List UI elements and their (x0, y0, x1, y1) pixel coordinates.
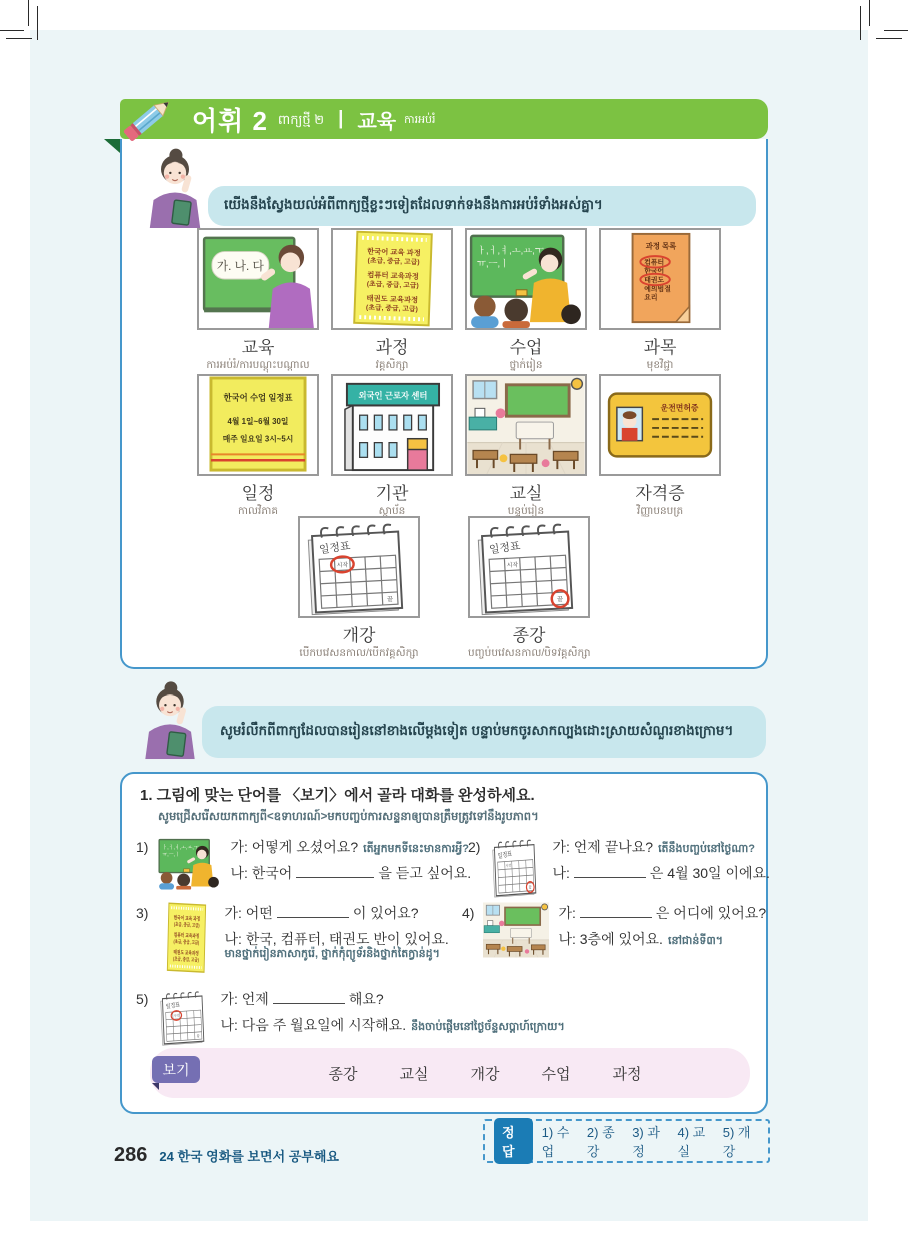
classroom-illustration (465, 374, 587, 476)
answer-blank[interactable] (296, 864, 374, 878)
dialogue-line-b: 나: 다음 주 월요일에 시작해요. នឹងចាប់ផ្ដើមនៅថ្ងៃច័ន្ទសប្ដាហ៍ក្រោយ។ (220, 1017, 565, 1034)
dialogue-khmer: មានថ្នាក់រៀនភាសាកូរ៉េ, ថ្នាក់កុំព្យូទ័រនិងថ្នាក់តៃក្វាន់ដូ។ (224, 948, 440, 961)
crop-mark (860, 6, 861, 40)
dialogue-khmer: តើអ្នកមកទីនេះមានការអ្វី? (363, 843, 469, 855)
dialogue-khmer: នឹងចាប់ផ្ដើមនៅថ្ងៃច័ន្ទសប្ដាហ៍ក្រោយ។ (411, 1021, 565, 1034)
answer-blank[interactable] (273, 990, 345, 1004)
crop-mark (884, 30, 908, 31)
vocab-card-gwamok (599, 228, 721, 374)
page-number: 286 (114, 1144, 148, 1166)
vocab-card-gyoyuk (197, 228, 319, 374)
dialogue-line-a: 가: 은 어디에 있어요? (558, 905, 767, 921)
vocab-row (197, 228, 721, 374)
vocab-term-ko: 과목 (643, 338, 677, 357)
chalkboard-teacher-illustration (197, 228, 319, 330)
vocab-term-ko: 자격증 (635, 484, 685, 503)
vocab-term-km: បញ្ចប់បវេសនកាល/បិទវគ្គសិក្សា (468, 647, 591, 659)
vocab-card-iljeong (197, 374, 319, 520)
answer-key-badge: 정답 (494, 1118, 533, 1164)
section-topic-khmer: ការអប់រំ (404, 114, 436, 126)
question-number: 1) (136, 839, 149, 855)
schedule-poster-illustration (197, 374, 319, 476)
section-title-khmer: ពាក្យថ្មី ២ (277, 111, 325, 127)
answer-key-item: 4) 교실 (677, 1125, 706, 1159)
vocab-term-km: បើកបវេសនកាល/បើកវគ្គសិក្សា (299, 647, 419, 659)
vocab-term-ko: 수업 (509, 338, 543, 357)
teacher-avatar (138, 674, 202, 762)
vocab-term-km: កាលវិភាគ (238, 505, 278, 517)
section-header-banner (120, 99, 768, 139)
pencil-icon (118, 85, 182, 149)
vocab-term-km: វគ្គសិក្សា (375, 359, 409, 371)
vocab-row (120, 516, 768, 662)
intro-speech-text: យើងនឹងស្វែងយល់អំពីពាក្យថ្មីខ្លះៗទៀតដែលទាក់ទងនឹងការអប់រំទាំងអស់គ្នា។ (224, 197, 603, 212)
crop-mark (869, 0, 870, 26)
header-divider: | (338, 108, 344, 129)
vocab-term-ko: 일정 (241, 484, 275, 503)
vocab-term-ko: 과정 (375, 338, 409, 357)
vocab-card-jonggang (468, 516, 590, 662)
crop-mark (0, 30, 24, 31)
calendar-start-illustration (298, 516, 420, 618)
word-bank-word[interactable]: 과정 (612, 1065, 642, 1083)
answer-key-item: 1) 수업 (541, 1125, 570, 1159)
vocab-row (197, 374, 721, 520)
question-item-2 (468, 836, 787, 898)
dialogue-line-a: 가: 언제 끝나요? តើនឹងបញ្ចប់នៅថ្ងៃណា? (552, 839, 756, 855)
lesson-title: 24 한국 영화를 보면서 공부해요 (159, 1149, 339, 1164)
crop-mark (37, 6, 38, 40)
practice-speech-text: សូមរំលឹកពីពាក្យដែលបានរៀននៅខាងលើម្ដងទៀត បន្ទាប់មកចូរសាកល្បងដោះស្រាយសំណួរខាងក្រោម។ (220, 723, 734, 738)
question-item-1 (136, 836, 495, 890)
calendar-end-illustration (468, 516, 590, 618)
answer-key-item: 5) 개강 (722, 1125, 751, 1159)
calendar-start-illustration (157, 988, 211, 1046)
section-title: 어휘 2 (192, 105, 268, 136)
word-bank-word[interactable]: 개강 (470, 1065, 500, 1083)
vocab-term-km: ការអប់រំ/ការបណ្ដុះបណ្ដាល (206, 359, 310, 371)
license-card-illustration (599, 374, 721, 476)
vocab-term-ko: 종강 (512, 626, 546, 645)
word-bank-word[interactable]: 교실 (399, 1065, 429, 1083)
classroom-illustration (483, 902, 549, 958)
answer-key-box (483, 1119, 770, 1163)
word-bank-word[interactable]: 수업 (541, 1065, 571, 1083)
question-item-3 (136, 902, 486, 974)
course-note-illustration (157, 902, 215, 974)
dialogue-line-a: 가: 어떤 이 있어요? (224, 905, 419, 921)
vocab-card-gwajeong (331, 228, 453, 374)
vocab-term-km: ស្ថាប័ន (378, 505, 406, 517)
dialogue-line-b: 나: 한국, 컴퓨터, 태권도 반이 있어요. មានថ្នាក់រៀនភាសាកូរ៉េ, ថ្នាក់កុំព្យូទ័រនិងថ្នាក់តៃក្វាន់ដូ។ (224, 930, 486, 963)
question-number: 4) (462, 905, 475, 921)
intro-speech-bubble (208, 186, 756, 226)
question-number: 5) (136, 991, 149, 1007)
lesson-illustration (465, 228, 587, 330)
crop-mark (876, 38, 902, 39)
exercise-instruction-khmer: សូមជ្រើសរើសយកពាក្យពី<ឧទាហរណ៍>មកបញ្ចប់ការសន្ទនាឲ្យបានត្រឹមត្រូវទៅនឹងរូបភាព។ (158, 811, 539, 823)
answer-blank[interactable] (574, 864, 646, 878)
dialogue-khmer: នៅជាន់ទី៣។ (667, 935, 724, 948)
question-number: 2) (468, 839, 481, 855)
vocab-term-ko: 교육 (241, 338, 275, 357)
lesson-illustration (157, 836, 221, 890)
word-bank-word[interactable]: 종강 (328, 1065, 358, 1083)
answer-key-item: 2) 종강 (586, 1125, 615, 1159)
answer-key-item: 3) 과정 (632, 1125, 660, 1159)
crop-mark (6, 38, 32, 39)
dialogue-line-b: 나: 3층에 있어요. នៅជាន់ទី៣។ (558, 931, 724, 948)
subject-list-illustration (599, 228, 721, 330)
word-bank-tag: 보기 (152, 1056, 200, 1083)
vocab-term-ko: 기관 (375, 484, 409, 503)
calendar-end-illustration (489, 836, 543, 898)
vocab-card-gaegang (298, 516, 420, 662)
dialogue-line-a: 가: 언제 해요? (220, 991, 384, 1007)
dialogue-line-b: 나: 한국어 을 듣고 싶어요. (230, 865, 472, 882)
answer-blank[interactable] (277, 904, 349, 918)
vocab-term-ko: 개강 (342, 626, 376, 645)
question-item-5 (136, 988, 640, 1046)
teacher-avatar (142, 144, 208, 228)
vocab-term-ko: 교실 (509, 484, 543, 503)
dialogue-line-b: 나: 은 4월 30일 이에요. (552, 865, 770, 882)
practice-speech-bubble (202, 706, 766, 758)
word-bank-tag-fold (152, 1083, 159, 1090)
vocab-term-km: បន្ទប់រៀន (507, 505, 545, 517)
vocab-term-km: ថ្នាក់រៀន (509, 359, 543, 371)
question-number: 3) (136, 905, 149, 921)
vocab-term-km: វិញ្ញាបនបត្រ (636, 505, 684, 517)
course-note-illustration (331, 228, 453, 330)
question-item-4 (462, 902, 788, 958)
word-bank (150, 1048, 750, 1098)
vocab-card-sueop (465, 228, 587, 374)
page-footer (114, 1144, 339, 1167)
building-illustration (331, 374, 453, 476)
answer-blank[interactable] (580, 904, 652, 918)
dialogue-line-a: 가: 어떻게 오셨어요? តើអ្នកមកទីនេះមានការអ្វី? (230, 839, 469, 855)
dialogue-khmer: តើនឹងបញ្ចប់នៅថ្ងៃណា? (658, 843, 756, 855)
crop-mark (28, 0, 29, 26)
vocab-card-gigwan (331, 374, 453, 520)
vocab-card-jagyeokjeung (599, 374, 721, 520)
section-topic: 교육 (357, 110, 397, 133)
exercise-title: 1. 그림에 맞는 단어를 〈보기〉에서 골라 대화를 완성하세요. (140, 787, 535, 804)
vocab-card-gyosil (465, 374, 587, 520)
vocab-term-km: មុខវិជ្ជា (646, 359, 674, 371)
